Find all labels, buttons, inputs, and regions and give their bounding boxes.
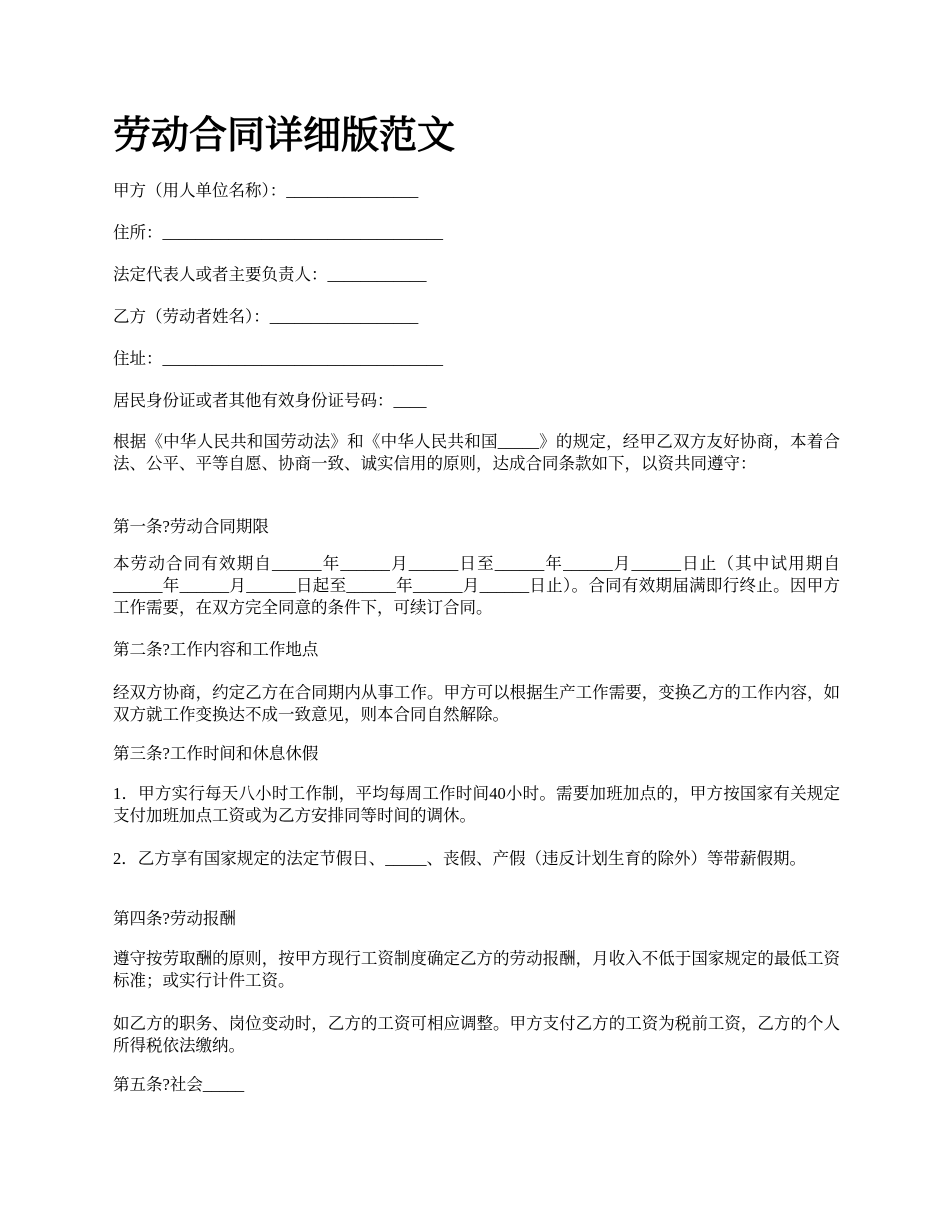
article-2-heading: 第二条?工作内容和工作地点 [113,640,319,659]
party-b-name-line: 乙方（劳动者姓名）：__________________ [113,307,419,326]
article-1-heading: 第一条?劳动合同期限 [113,517,269,536]
preamble-paragraph: 根据《中华人民共和国劳动法》和《中华人民共和国_____》的规定，经甲乙双方友好协商，本着合法、公平、平等自愿、协商一致、诚实信用的原则，达成合同条款如下，以资共同遵守： [113,432,840,473]
article-1-body: 本劳动合同有效期自______年______月______日至______年______月______日止（其中试用期自______年______月______日起至______年______月______日止）。合同有效期届满即行终止。因甲方工作需要，在双方完全同意的条件下，可续订合同。 [113,554,840,617]
article-3-item-1: 1．甲方实行每天八小时工作制，平均每周工作时间40小时。需要加班加点的，甲方按国家有关规定支付加班加点工资或为乙方安排同等时间的调休。 [113,784,840,825]
id-number-line: 居民身份证或者其他有效身份证号码：____ [113,391,427,410]
article-4-body-2: 如乙方的职务、岗位变动时，乙方的工资可相应调整。甲方支付乙方的工资为税前工资，乙方的个人所得税依法缴纳。 [113,1014,840,1055]
article-3-heading: 第三条?工作时间和休息休假 [113,744,319,763]
article-3-item-2: 2．乙方享有国家规定的法定节假日、_____、丧假、产假（违反计划生育的除外）等带薪假期。 [113,849,806,868]
document-title: 劳动合同详细版范文 [113,115,456,157]
party-b-address-line: 住址：__________________________________ [113,349,443,368]
article-4-heading: 第四条?劳动报酬 [113,909,236,928]
article-2-body: 经双方协商，约定乙方在合同期内从事工作。甲方可以根据生产工作需要，变换乙方的工作内容，如双方就工作变换达不成一致意见，则本合同自然解除。 [113,683,840,724]
party-a-name-line: 甲方（用人单位名称）：________________ [113,181,419,200]
article-4-body-1: 遵守按劳取酬的原则，按甲方现行工资制度确定乙方的劳动报酬，月收入不低于国家规定的最低工资标准；或实行计件工资。 [113,949,840,990]
party-a-address-line: 住所：__________________________________ [113,223,443,242]
article-5-heading: 第五条?社会_____ [113,1075,245,1094]
legal-representative-line: 法定代表人或者主要负责人：____________ [113,265,427,284]
